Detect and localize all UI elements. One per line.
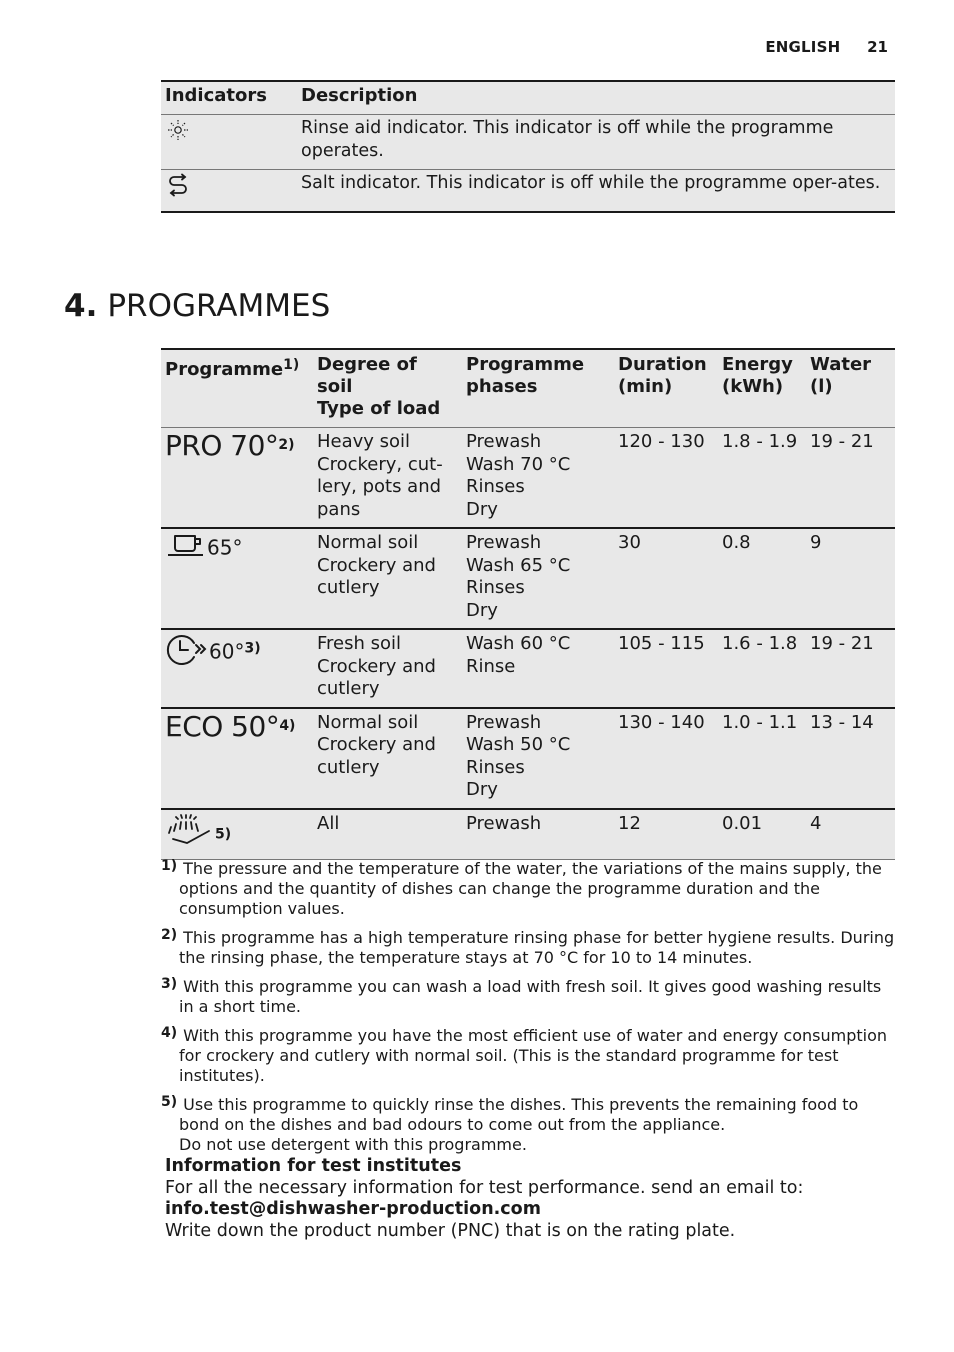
- phase: Prewash: [466, 711, 542, 733]
- footnote-number: 2): [161, 927, 178, 943]
- footnote-number: 3): [161, 976, 178, 992]
- duration-cell: 120 - 130: [614, 428, 718, 529]
- load-type: Crockery and cutlery: [317, 554, 436, 598]
- phase: Wash 65 °C: [466, 554, 571, 576]
- soil-cell: [313, 708, 462, 809]
- water-cell: 19 - 21: [806, 629, 895, 708]
- indicators-header-row: [161, 81, 895, 115]
- phase: Rinses: [466, 756, 525, 778]
- section-number: 4.: [64, 288, 98, 324]
- phase: Rinses: [466, 476, 525, 497]
- programmes-header-row: [161, 349, 895, 428]
- soil-cell: [313, 428, 462, 529]
- footnote: [161, 1092, 895, 1155]
- load-header-label: Type of load: [317, 398, 441, 419]
- soil-degree: Heavy soil: [317, 431, 411, 452]
- pot-icon: [165, 532, 207, 567]
- footnote-text: This programme has a high temperature rinsing phase for better hygiene results. During the rinsing phase, the temperature stays at 70 °C for 10 to 14 minutes.: [179, 928, 895, 967]
- indicator-description: Rinse aid indicator. This indicator is off while the programme operates.: [297, 115, 895, 170]
- programme-cell: [161, 629, 313, 708]
- footnote-ref: 2): [278, 437, 295, 453]
- duration-cell: 105 - 115: [614, 629, 718, 708]
- language-label: ENGLISH: [765, 38, 841, 56]
- programme-temperature: 60°: [209, 639, 245, 664]
- programme-cell: [161, 809, 313, 860]
- phase: Wash 60 °C: [466, 633, 571, 654]
- table-row: [161, 428, 895, 529]
- table-row: [161, 809, 895, 860]
- phases-cell: [462, 809, 614, 860]
- water-column-header: Water (l): [806, 349, 895, 428]
- programme-name: PRO 70°: [165, 429, 279, 462]
- indicator-cell: [161, 170, 297, 213]
- footnote-ref: 3): [244, 640, 261, 657]
- energy-cell: 0.01: [718, 809, 806, 860]
- table-row: [161, 629, 895, 708]
- soil-cell: [313, 528, 462, 629]
- load-type: Crockery and cutlery: [317, 655, 436, 699]
- footnote-number: 5): [161, 1094, 178, 1110]
- phases-cell: [462, 528, 614, 629]
- footnote-ref: 1): [283, 357, 300, 373]
- indicators-table: [161, 80, 895, 213]
- footnote-extra: Do not use detergent with this programme.: [179, 1135, 527, 1154]
- programme-cell: [161, 528, 313, 629]
- indicator-description: Salt indicator. This indicator is off while the programme oper-ates.: [297, 170, 895, 213]
- footnotes: [161, 856, 895, 1161]
- programmes-table: [161, 348, 895, 860]
- soil-header-label: Degree of soil: [317, 354, 417, 397]
- footnote-number: 1): [161, 858, 178, 874]
- soil-column-header: [313, 349, 462, 428]
- footnote: [161, 974, 895, 1017]
- soil-cell: [313, 809, 462, 860]
- indicator-cell: [161, 115, 297, 170]
- phases-cell: [462, 629, 614, 708]
- page-header: [765, 38, 888, 56]
- programme-header-label: Programme: [165, 359, 284, 380]
- footnote-text: With this programme you can wash a load with fresh soil. It gives good washing results in a short time.: [179, 977, 882, 1016]
- programme-cell: [161, 428, 313, 529]
- programme-column-header: [161, 349, 313, 428]
- energy-cell: 1.0 - 1.1: [718, 708, 806, 809]
- info-text: Write down the product number (PNC) that is on the rating plate.: [165, 1220, 736, 1241]
- info-email-link[interactable]: info.test@dishwasher-production.com: [165, 1199, 541, 1219]
- footnote: [161, 925, 895, 968]
- phase: Prewash: [466, 431, 542, 452]
- footnote-ref: 4): [279, 717, 296, 734]
- section-title: [64, 288, 330, 324]
- quick-clock-icon: [165, 633, 209, 674]
- phase: Wash 70 °C: [466, 453, 571, 475]
- phase: Rinses: [466, 577, 525, 598]
- section-title-text: PROGRAMMES: [107, 288, 331, 324]
- table-row: [161, 708, 895, 809]
- footnote-ref: 5): [215, 825, 232, 842]
- table-row: [161, 170, 895, 213]
- phase: Wash 50 °C: [466, 734, 571, 755]
- soil-degree: Normal soil: [317, 711, 419, 733]
- phases-cell: [462, 428, 614, 529]
- info-text: For all the necessary information for test performance. send an email to:: [165, 1177, 804, 1198]
- footnote-number: 4): [161, 1025, 178, 1041]
- test-institutes-info: [165, 1156, 885, 1242]
- phase: Dry: [466, 779, 498, 800]
- energy-cell: 1.8 - 1.9: [718, 428, 806, 529]
- duration-cell: 12: [614, 809, 718, 860]
- water-cell: 19 - 21: [806, 428, 895, 529]
- phase: Rinse: [466, 655, 516, 677]
- programme-cell: [161, 708, 313, 809]
- water-cell: 13 - 14: [806, 708, 895, 809]
- water-cell: 4: [806, 809, 895, 860]
- soil-degree: All: [317, 812, 340, 834]
- info-heading: Information for test institutes: [165, 1156, 462, 1176]
- phase: Dry: [466, 498, 498, 520]
- soil-cell: [313, 629, 462, 708]
- phase: Dry: [466, 599, 498, 621]
- page-number: 21: [867, 38, 888, 56]
- programme-name: ECO 50°: [165, 709, 280, 743]
- phase: Prewash: [466, 812, 542, 834]
- footnote-text: Use this programme to quickly rinse the dishes. This prevents the remaining food to bond on the dishes and bad odours to come out from the appliance.: [179, 1095, 859, 1134]
- phases-cell: [462, 708, 614, 809]
- soil-degree: Normal soil: [317, 532, 419, 553]
- salt-icon: [165, 172, 191, 205]
- energy-cell: 0.8: [718, 528, 806, 629]
- table-row: [161, 115, 895, 170]
- table-row: [161, 528, 895, 629]
- rinse-aid-icon: [165, 117, 191, 150]
- footnote-text: The pressure and the temperature of the water, the variations of the mains supply, the options and the quantity of dishes can change the programme duration and the consumption values.: [179, 859, 882, 918]
- duration-column-header: Duration (min): [614, 349, 718, 428]
- load-type: Crockery and cutlery: [317, 734, 436, 778]
- duration-cell: 30: [614, 528, 718, 629]
- description-column-header: Description: [297, 81, 895, 115]
- programme-temperature: 65°: [207, 535, 243, 560]
- energy-cell: 1.6 - 1.8: [718, 629, 806, 708]
- water-cell: 9: [806, 528, 895, 629]
- duration-cell: 130 - 140: [614, 708, 718, 809]
- energy-column-header: Energy (kWh): [718, 349, 806, 428]
- phase: Prewash: [466, 532, 542, 553]
- footnote-text: With this programme you have the most efficient use of water and energy consumption for crockery and cutlery with normal soil. (This is the standard programme for test institutes).: [179, 1026, 887, 1085]
- indicators-column-header: Indicators: [161, 81, 297, 115]
- soil-degree: Fresh soil: [317, 633, 402, 654]
- footnote: [161, 1023, 895, 1086]
- footnote: [161, 856, 895, 919]
- load-type: Crockery, cut-lery, pots and pans: [317, 453, 443, 520]
- phases-column-header: Programme phases: [462, 349, 614, 428]
- prewash-spray-icon: [165, 813, 215, 854]
